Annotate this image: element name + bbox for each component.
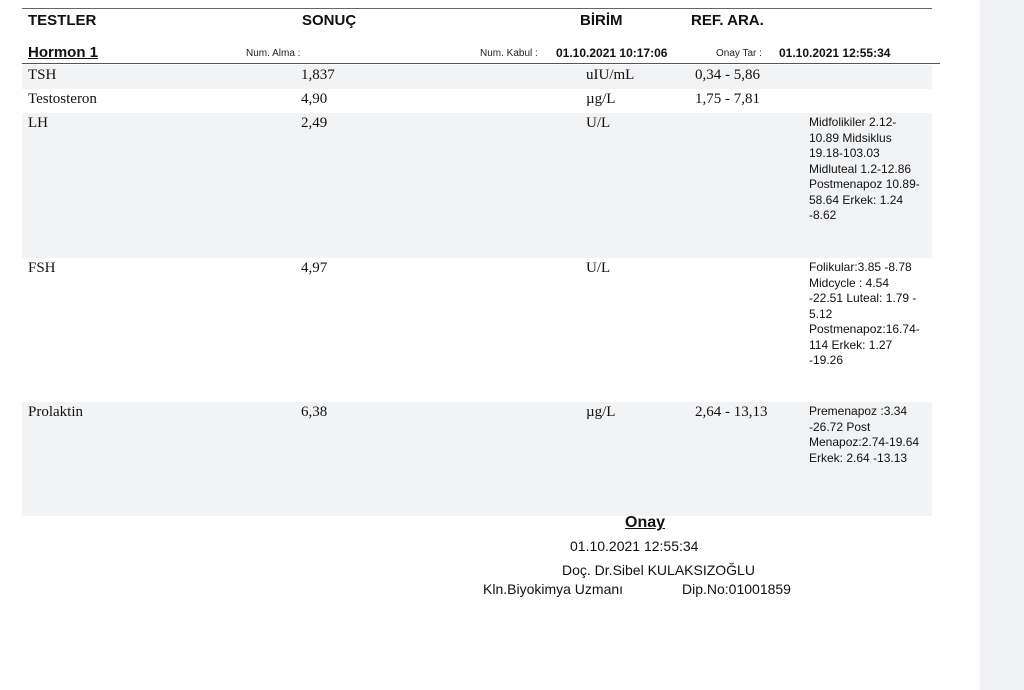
table-row <box>22 258 932 402</box>
test-result: 1,837 <box>301 67 335 83</box>
test-ref-notes: Midfolikiler 2.12-10.89 Midsiklus 19.18-103.03 Midluteal 1.2-12.86 Postmenapoz 10.89-58.64 Erkek: 1.24 -8.62 <box>809 115 920 222</box>
approval-title: Onay <box>625 514 666 531</box>
approval-date: 01.10.2021 12:55:34 <box>570 538 699 554</box>
table-row <box>22 402 932 516</box>
header-sonuc: SONUÇ <box>302 12 357 29</box>
num-alma-label: Num. Alma : <box>246 48 301 59</box>
test-ref-notes: Folikular:3.85 -8.78 Midcycle : 4.54 -22.51 Luteal: 1.79 - 5.12 Postmenapoz:16.74-114 Erkek: 1.27 -19.26 <box>809 260 920 367</box>
test-unit: µg/L <box>586 404 616 420</box>
test-ref-range: 2,64 - 13,13 <box>695 404 768 420</box>
test-result: 4,90 <box>301 91 328 107</box>
table-row <box>22 113 932 258</box>
test-ref-range: 0,34 - 5,86 <box>695 67 760 83</box>
test-name: TSH <box>28 67 57 83</box>
test-ref-range: 1,75 - 7,81 <box>695 91 760 107</box>
onay-tar-label: Onay Tar : <box>716 48 762 59</box>
section-heading: Hormon 1 <box>28 44 99 61</box>
right-margin-strip <box>980 0 1024 690</box>
test-unit: µg/L <box>586 91 616 107</box>
onay-tar-value: 01.10.2021 12:55:34 <box>779 46 891 60</box>
test-unit: U/L <box>586 115 611 131</box>
table-row <box>22 65 932 89</box>
header-top-rule <box>22 8 932 9</box>
approving-doctor: Doç. Dr.Sibel KULAKSIZOĞLU <box>562 562 755 578</box>
test-ref-notes: Premenapoz :3.34 -26.72 Post Menapoz:2.74-19.64 Erkek: 2.64 -13.13 <box>809 404 920 465</box>
table-row <box>22 89 932 113</box>
test-unit: uIU/mL <box>586 67 635 83</box>
test-name: FSH <box>28 260 56 276</box>
results-table <box>22 65 932 516</box>
header-testler: TESTLER <box>28 12 97 29</box>
test-result: 2,49 <box>301 115 328 131</box>
diploma-number: Dip.No:01001859 <box>682 581 791 597</box>
test-result: 6,38 <box>301 404 328 420</box>
num-kabul-value: 01.10.2021 10:17:06 <box>556 46 668 60</box>
header-birim: BİRİM <box>580 12 623 29</box>
header-ref-ara: REF. ARA. <box>691 12 764 29</box>
test-result: 4,97 <box>301 260 328 276</box>
test-name: Prolaktin <box>28 404 83 420</box>
section-rule <box>22 63 940 64</box>
test-unit: U/L <box>586 260 611 276</box>
doctor-title: Kln.Biyokimya Uzmanı <box>483 581 624 597</box>
test-name: Testosteron <box>28 91 97 107</box>
num-kabul-label: Num. Kabul : <box>480 48 538 59</box>
test-name: LH <box>28 115 48 131</box>
